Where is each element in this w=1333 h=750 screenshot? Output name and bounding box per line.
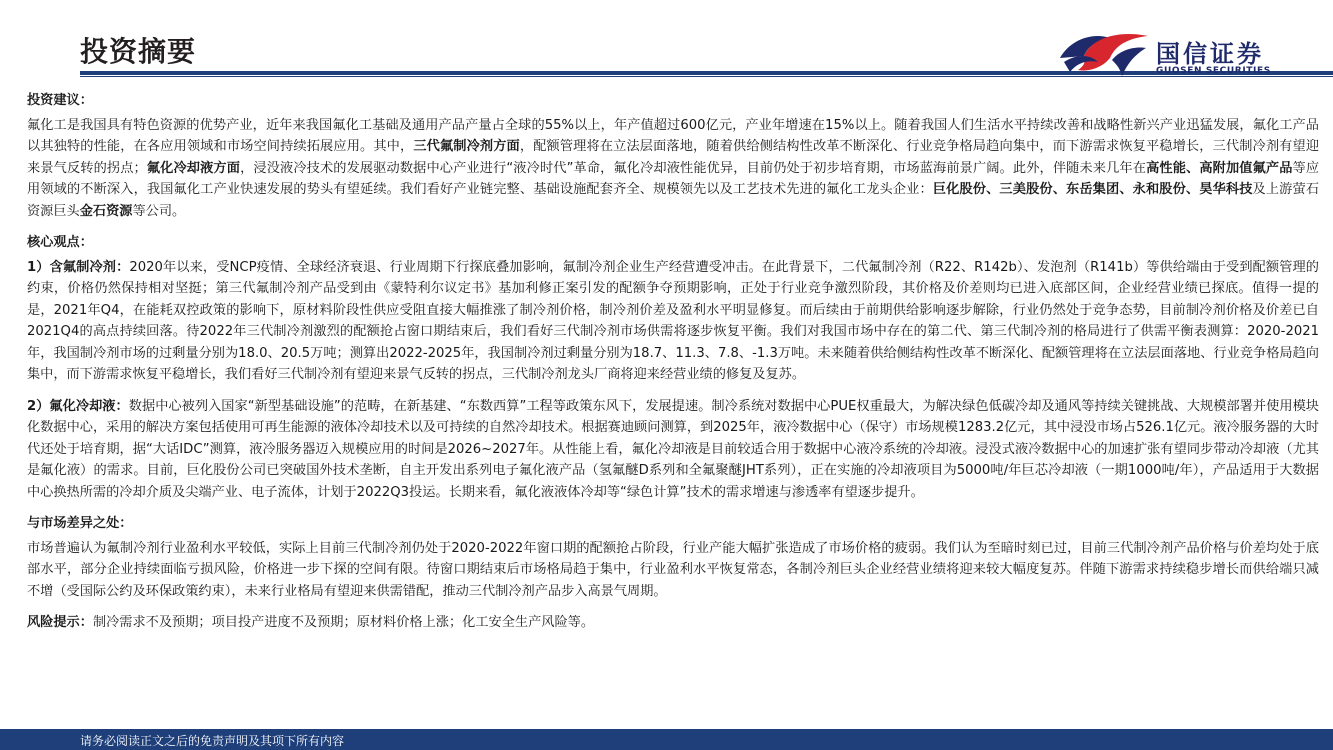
investment-text-5: 及上游萤石资源巨头 (27, 182, 1320, 219)
core-item-refrigerant-text: 2020年以来，受NCP疫情、全球经济衰退、行业周期下行探底叠加影响，氟制冷剂企业生产经营遭受冲击。在此背景下，二代氟制冷剂（R22、R142b）、发泡剂（R141b）等供给端由于受到配额管理的约束，价格仍然保持相对坚挺；第三代氟制冷剂产品受到由《蒙特利尔议定书》基加利修正案引发的配额争夺预期影响，正处于行业竞争激烈阶段，其价格及价差则均已进入底部区间，企业经营业绩已探底。值得一提的是，2021年Q4，在能耗双控政策的影响下，原材料阶段性供应受阻直接大幅推涨了制冷剂价格，制冷剂价差及盈利水平明显修复。而后续由于前期供给影响逐步解除，行业仍然处于竞争态势，目前制冷剂价格及价差已自2021Q4的高点持续回落。待2022年三代制冷剂激烈的配额抢占窗口期结束后，我们看好三代制冷剂市场供需将逐步恢复平衡。我们对我国市场中存在的第二代、第三代制冷剂的格局进行了供需平衡表测算：2020-2021年，我国制冷剂市场的过剩量分别为18.0、20.5万吨；测算出2022-2025年，我国制冷剂过剩量分别为18.7、11.3、7.8、-1.3万吨。未来随着供给侧结构性改革不断深化、配额管理将在立法层面落地、行业竞争格局趋向集中，而下游需求恢复平稳增长，我们看好三代制冷剂有望迎来景气反转的拐点，三代制冷剂龙头厂商将迎来经营业绩的修复及复苏。 (27, 259, 1319, 382)
core-heading: 核心观点： (27, 235, 93, 250)
investment-bold-4: 巨化股份、三美股份、东岳集团、永和股份、昊华科技 (932, 182, 1253, 197)
core-item-refrigerant (27, 257, 1319, 386)
logo-wordmark-en: GUOSEN SECURITIES (1156, 66, 1271, 76)
page-header (0, 0, 1333, 86)
footer-bar (0, 729, 1333, 750)
difference-paragraph: 市场普遍认为氟制冷剂行业盈利水平较低，实际上目前三代制冷剂仍处于2020-2022年窗口期的配额抢占阶段，行业产能大幅扩张造成了市场价格的疲弱。我们认为至暗时刻已过，目前三代制冷剂产品价格与价差均处于底部水平，部分企业持续面临亏损风险，价格进一步下探的空间有限。待窗口期结束后市场格局趋于集中，行业盈利水平恢复常态，各制冷剂巨头企业经营业绩将迎来较大幅度复苏。伴随下游需求持续稳步增长而供给端只减不增（受国际公约及环保政策约束），未来行业格局有望迎来供需错配，推动三代制冷剂产品步入高景气周期。 (27, 540, 1319, 599)
core-item-coolant-text: 数据中心被列入国家“新型基础设施”的范畴，在新基建、“东数西算”工程等政策东风下，发展提速。制冷系统对数据中心PUE权重最大，为解决绿色低碳冷却及通风等持续关键挑战、大规模部署并使用模块化数据中心，采用的解决方案包括使用可再生能源的液体冷却技术以及可持续的自然冷却技术。根据赛迪顾问测算，到2025年，液冷数据中心（保守）市场规模1283.2亿元，其中浸没市场占526.1亿元。液冷服务器的大时代还处于培育期，据“大话IDC”测算，液冷服务器迈入规模应用的时间是2026~2027年。从性能上看，氟化冷却液是目前较适合用于数据中心液冷系统的冷却液。浸没式液冷数据中心的加速扩张有望同步带动冷却液（尤其是氟化液）的需求。目前，巨化股份公司已突破国外技术垄断，自主开发出系列电子氟化液产品（氢氟醚D系列和全氟聚醚JHT系列），正在实施的冷却液项目为5000吨/年巨芯冷却液（一期1000吨/年），产品适用于大数据中心换热所需的冷却介质及尖端产业、电子流体，计划于2022Q3投运。长期来看，氟化液液体冷却等“绿色计算”技术的需求增速与渗透率有望逐步提升。 (27, 398, 1319, 500)
summary-content (27, 90, 1319, 634)
investment-bold-1: 三代氟制冷剂方面 (413, 139, 520, 154)
risk-text: 制冷需求不及预期；项目投产进度不及预期；原材料价格上涨；化工安全生产风险等。 (92, 615, 595, 630)
investment-text-6: 等公司。 (132, 203, 186, 219)
core-item-coolant (27, 396, 1319, 504)
investment-paragraph (27, 115, 1319, 223)
investment-text-3: ，浸没液冷技术的发展驱动数据中心产业进行“液冷时代”革命，氟化冷却液性能优异，目前仍处于初步培育期，市场蓝海前景广阔。此外，伴随未来几年在 (240, 160, 1147, 176)
footer-disclaimer: 请务必阅读正文之后的免责声明及其项下所有内容 (80, 734, 345, 748)
investment-heading: 投资建议： (27, 93, 93, 108)
investment-text-1: 氟化工是我国具有特色资源的优势产业，近年来我国氟化工基础及通用产品产量占全球的55%以上，年产值超过600亿元，产业年增速在15%以上。随着我国人们生活水平持续改善和战略性新兴产业迅猛发展，氟化工产品以其独特的性能，在各应用领域和市场空间持续拓展应用。其中， (27, 117, 1319, 154)
logo-wordmark-cn: 国信证券 (1156, 40, 1264, 68)
core-item-coolant-label: 2）氟化冷却液： (27, 398, 129, 414)
page-title: 投资摘要 (80, 35, 197, 68)
investment-text-2: ，配额管理将在立法层面落地，随着供给侧结构性改革不断深化、行业竞争格局趋向集中，而下游需求恢复平稳增长，三代制冷剂有望迎来景气反转的拐点； (27, 139, 1320, 176)
risk-paragraph (27, 612, 1319, 634)
risk-label: 风险提示： (27, 615, 93, 630)
difference-heading: 与市场差异之处： (27, 516, 133, 531)
investment-bold-5: 金石资源 (79, 203, 133, 219)
core-item-refrigerant-label: 1）含氟制冷剂： (27, 259, 130, 275)
investment-bold-2: 氟化冷却液方面 (146, 160, 241, 176)
investment-text-4: 等应用领域的不断深入，我国氟化工产业快速发展的势头有望延续。我们看好产业链完整、基础设施配套齐全、规模领先以及工艺技术先进的氟化工龙头企业： (27, 160, 1320, 197)
guosen-logo-icon (1058, 28, 1150, 78)
investment-bold-3: 高性能、高附加值氟产品 (1146, 160, 1293, 176)
